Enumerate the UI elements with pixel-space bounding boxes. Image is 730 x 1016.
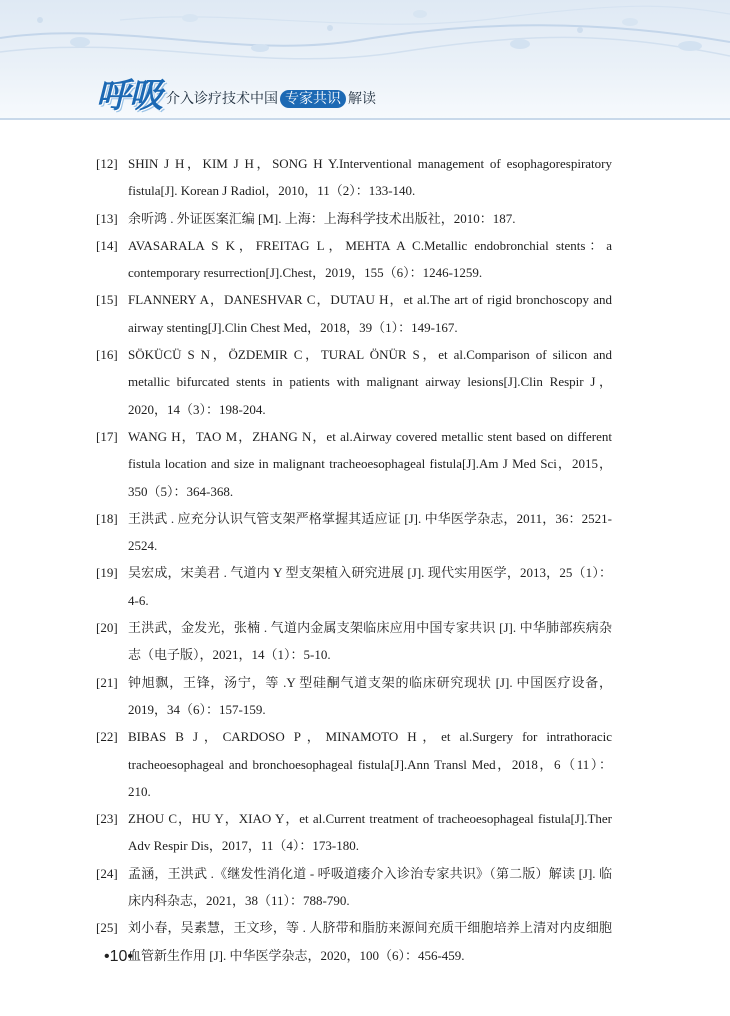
reference-item — [96, 150, 612, 205]
reference-number: [21] — [96, 674, 118, 690]
journal-logo — [96, 72, 376, 116]
reference-item — [96, 423, 612, 505]
reference-number: [25] — [96, 920, 118, 936]
reference-number: [16] — [96, 347, 118, 363]
reference-item — [96, 914, 612, 969]
reference-item — [96, 505, 612, 560]
reference-text: FLANNERY A，DANESHVAR C，DUTAU H，et al.The art of rigid bronchoscopy and airway stenting[J].Clin Chest Med，2018，39（1）：149-167. — [128, 292, 612, 335]
reference-text: 刘小春，吴素慧，王文珍，等 . 人脐带和脂肪来源间充质干细胞培养上清对内皮细胞血管新生作用 [J]. 中华医学杂志，2020，100（6）：456-459. — [128, 920, 612, 963]
reference-number: [19] — [96, 565, 118, 581]
reference-number: [13] — [96, 210, 118, 226]
reference-number: [22] — [96, 729, 118, 745]
reference-number: [14] — [96, 237, 118, 253]
logo-subtitle-before: 介入诊疗技术中国 — [166, 91, 278, 107]
reference-text: WANG H，TAO M，ZHANG N，et al.Airway covered metallic stent based on different fistula location and size in malignant tracheoesophageal fistula[J].Am J Med Sci，2015，350（5）：364-368. — [128, 428, 612, 499]
reference-item — [96, 205, 612, 232]
reference-text: 吴宏成，宋美君 . 气道内 Y 型支架植入研究进展 [J]. 现代实用医学，2013，25（1）：4-6. — [128, 565, 612, 608]
reference-list — [96, 150, 612, 969]
reference-text: AVASARALA S K，FREITAG L，MEHTA A C.Metallic endobronchial stents：a contemporary resurrection[J].Chest，2019，155（6）：1246-1259. — [128, 237, 612, 281]
reference-item — [96, 614, 612, 669]
reference-text: 王洪武 . 应充分认识气管支架严格掌握其适应证 [J]. 中华医学杂志，2011，36：2521-2524. — [128, 510, 612, 554]
page-header — [0, 0, 730, 120]
reference-item — [96, 286, 612, 341]
reference-text: 孟涵，王洪武 .《继发性消化道 - 呼吸道瘘介入诊治专家共识》（第二版）解读 [J]. 临床内科杂志，2021，38（11）：788-790. — [128, 865, 612, 909]
reference-number: [20] — [96, 620, 118, 636]
reference-item — [96, 860, 612, 915]
reference-text: ZHOU C，HU Y，XIAO Y，et al.Current treatment of tracheoesophageal fistula[J].Ther Adv Respir Dis，2017，11（4）：173-180. — [128, 811, 612, 854]
reference-number: [12] — [96, 156, 118, 171]
logo-subtitle — [166, 89, 376, 109]
logo-badge: 专家共识 — [280, 90, 346, 108]
reference-item — [96, 669, 612, 724]
reference-number: [15] — [96, 292, 118, 308]
reference-item — [96, 559, 612, 614]
reference-item — [96, 805, 612, 860]
reference-text: BIBAS B J，CARDOSO P，MINAMOTO H，et al.Surgery for intrathoracic tracheoesophageal and bronchoesophageal fistula[J].Ann Transl Med，2018，6（11）：210. — [128, 729, 612, 799]
reference-item — [96, 232, 612, 287]
reference-text: 王洪武，金发光，张楠 . 气道内金属支架临床应用中国专家共识 [J]. 中华肺部疾病杂志（电子版），2021，14（1）：5-10. — [128, 620, 612, 663]
reference-text: 余听鸿 . 外证医案汇编 [M]. 上海：上海科学技术出版社，2010：187. — [128, 210, 516, 226]
logo-main-text: 呼吸 — [96, 76, 162, 116]
reference-item — [96, 341, 612, 423]
header-divider — [0, 118, 730, 120]
reference-item — [96, 723, 612, 805]
reference-text: SHIN J H，KIM J H，SONG H Y.Interventional management of esophagorespiratory fistula[J]. Korean J Radiol，2010，11（2）：133-140. — [128, 156, 612, 199]
page-number: •10• — [104, 948, 133, 965]
reference-number: [24] — [96, 865, 118, 881]
reference-number: [23] — [96, 811, 118, 827]
reference-text: 钟旭飘，王锋，汤宁，等 .Y 型硅酮气道支架的临床研究现状 [J]. 中国医疗设备，2019，34（6）：157-159. — [128, 674, 612, 717]
logo-subtitle-after: 解读 — [348, 91, 376, 107]
reference-text: SÖKÜCÜ S N，ÖZDEMIR C，TURAL ÖNÜR S，et al.Comparison of silicon and metallic bifurcated stents in patients with malignant airway lesions[J].Clin Respir J，2020，14（3）：198-204. — [128, 347, 612, 417]
reference-number: [18] — [96, 510, 118, 526]
reference-number: [17] — [96, 428, 118, 444]
